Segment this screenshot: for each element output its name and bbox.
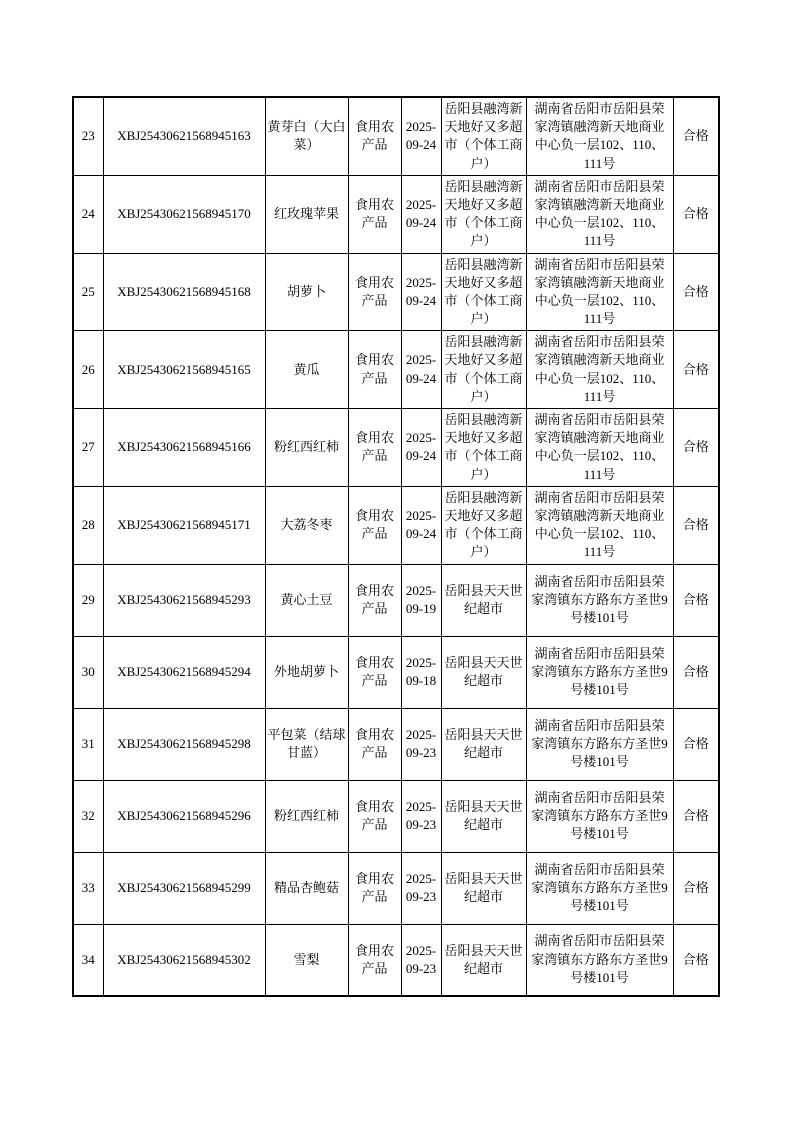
table-row bbox=[73, 253, 719, 331]
cell-row-number: 34 bbox=[73, 924, 103, 996]
cell-category: 食用农产品 bbox=[348, 409, 401, 487]
cell-sampling-date: 2025-09-24 bbox=[401, 175, 441, 253]
cell-result-badge: 合格 bbox=[673, 175, 719, 253]
cell-sampling-date: 2025-09-19 bbox=[401, 564, 441, 636]
cell-seller-name: 岳阳县天天世纪超市 bbox=[441, 924, 526, 996]
cell-row-number: 30 bbox=[73, 636, 103, 708]
cell-sample-code: XBJ25430621568945298 bbox=[103, 708, 265, 780]
cell-sampling-date: 2025-09-23 bbox=[401, 708, 441, 780]
cell-address: 湖南省岳阳市岳阳县荣家湾镇融湾新天地商业中心负一层102、110、111号 bbox=[526, 97, 673, 175]
cell-seller-name: 岳阳县天天世纪超市 bbox=[441, 636, 526, 708]
table-row bbox=[73, 409, 719, 487]
cell-sample-code: XBJ25430621568945293 bbox=[103, 564, 265, 636]
cell-seller-name: 岳阳县融湾新天地好又多超市（个体工商户） bbox=[441, 175, 526, 253]
cell-seller-name: 岳阳县融湾新天地好又多超市（个体工商户） bbox=[441, 97, 526, 175]
cell-category: 食用农产品 bbox=[348, 708, 401, 780]
cell-address: 湖南省岳阳市岳阳县荣家湾镇东方路东方圣世9号楼101号 bbox=[526, 780, 673, 852]
cell-category: 食用农产品 bbox=[348, 253, 401, 331]
cell-category: 食用农产品 bbox=[348, 97, 401, 175]
table-row bbox=[73, 708, 719, 780]
cell-category: 食用农产品 bbox=[348, 924, 401, 996]
cell-sample-code: XBJ25430621568945294 bbox=[103, 636, 265, 708]
cell-product-name: 平包菜（结球甘蓝） bbox=[265, 708, 348, 780]
cell-row-number: 26 bbox=[73, 331, 103, 409]
cell-sample-code: XBJ25430621568945299 bbox=[103, 852, 265, 924]
cell-sampling-date: 2025-09-24 bbox=[401, 253, 441, 331]
cell-product-name: 红玫瑰苹果 bbox=[265, 175, 348, 253]
cell-sample-code: XBJ25430621568945163 bbox=[103, 97, 265, 175]
cell-sampling-date: 2025-09-24 bbox=[401, 331, 441, 409]
cell-category: 食用农产品 bbox=[348, 175, 401, 253]
cell-seller-name: 岳阳县天天世纪超市 bbox=[441, 564, 526, 636]
cell-row-number: 23 bbox=[73, 97, 103, 175]
cell-product-name: 大荔冬枣 bbox=[265, 486, 348, 564]
cell-product-name: 胡萝卜 bbox=[265, 253, 348, 331]
cell-seller-name: 岳阳县融湾新天地好又多超市（个体工商户） bbox=[441, 331, 526, 409]
cell-result-badge: 合格 bbox=[673, 97, 719, 175]
cell-sampling-date: 2025-09-18 bbox=[401, 636, 441, 708]
cell-row-number: 25 bbox=[73, 253, 103, 331]
cell-row-number: 27 bbox=[73, 409, 103, 487]
cell-address: 湖南省岳阳市岳阳县荣家湾镇东方路东方圣世9号楼101号 bbox=[526, 636, 673, 708]
table-row bbox=[73, 852, 719, 924]
cell-sample-code: XBJ25430621568945165 bbox=[103, 331, 265, 409]
table-row bbox=[73, 780, 719, 852]
table-row bbox=[73, 97, 719, 175]
cell-category: 食用农产品 bbox=[348, 331, 401, 409]
cell-sampling-date: 2025-09-24 bbox=[401, 486, 441, 564]
cell-result-badge: 合格 bbox=[673, 564, 719, 636]
cell-sampling-date: 2025-09-24 bbox=[401, 97, 441, 175]
cell-address: 湖南省岳阳市岳阳县荣家湾镇融湾新天地商业中心负一层102、110、111号 bbox=[526, 331, 673, 409]
cell-product-name: 精品杏鲍菇 bbox=[265, 852, 348, 924]
cell-seller-name: 岳阳县天天世纪超市 bbox=[441, 780, 526, 852]
cell-seller-name: 岳阳县融湾新天地好又多超市（个体工商户） bbox=[441, 253, 526, 331]
cell-seller-name: 岳阳县融湾新天地好又多超市（个体工商户） bbox=[441, 409, 526, 487]
cell-product-name: 黄心土豆 bbox=[265, 564, 348, 636]
cell-result-badge: 合格 bbox=[673, 253, 719, 331]
cell-seller-name: 岳阳县融湾新天地好又多超市（个体工商户） bbox=[441, 486, 526, 564]
cell-row-number: 28 bbox=[73, 486, 103, 564]
cell-category: 食用农产品 bbox=[348, 564, 401, 636]
cell-sampling-date: 2025-09-23 bbox=[401, 924, 441, 996]
cell-sampling-date: 2025-09-24 bbox=[401, 409, 441, 487]
cell-result-badge: 合格 bbox=[673, 331, 719, 409]
cell-sampling-date: 2025-09-23 bbox=[401, 780, 441, 852]
cell-result-badge: 合格 bbox=[673, 409, 719, 487]
cell-product-name: 外地胡萝卜 bbox=[265, 636, 348, 708]
table-row bbox=[73, 924, 719, 996]
cell-address: 湖南省岳阳市岳阳县荣家湾镇东方路东方圣世9号楼101号 bbox=[526, 564, 673, 636]
cell-product-name: 粉红西红柿 bbox=[265, 780, 348, 852]
cell-category: 食用农产品 bbox=[348, 636, 401, 708]
cell-result-badge: 合格 bbox=[673, 852, 719, 924]
cell-address: 湖南省岳阳市岳阳县荣家湾镇东方路东方圣世9号楼101号 bbox=[526, 852, 673, 924]
cell-product-name: 粉红西红柿 bbox=[265, 409, 348, 487]
cell-row-number: 24 bbox=[73, 175, 103, 253]
cell-sample-code: XBJ25430621568945296 bbox=[103, 780, 265, 852]
cell-address: 湖南省岳阳市岳阳县荣家湾镇融湾新天地商业中心负一层102、110、111号 bbox=[526, 253, 673, 331]
cell-result-badge: 合格 bbox=[673, 486, 719, 564]
table-row bbox=[73, 175, 719, 253]
cell-sample-code: XBJ25430621568945171 bbox=[103, 486, 265, 564]
cell-result-badge: 合格 bbox=[673, 708, 719, 780]
table-body bbox=[73, 97, 719, 996]
cell-seller-name: 岳阳县天天世纪超市 bbox=[441, 852, 526, 924]
cell-seller-name: 岳阳县天天世纪超市 bbox=[441, 708, 526, 780]
cell-result-badge: 合格 bbox=[673, 924, 719, 996]
cell-result-badge: 合格 bbox=[673, 780, 719, 852]
table-row bbox=[73, 636, 719, 708]
cell-result-badge: 合格 bbox=[673, 636, 719, 708]
cell-address: 湖南省岳阳市岳阳县荣家湾镇东方路东方圣世9号楼101号 bbox=[526, 924, 673, 996]
cell-category: 食用农产品 bbox=[348, 780, 401, 852]
cell-category: 食用农产品 bbox=[348, 486, 401, 564]
cell-sample-code: XBJ25430621568945170 bbox=[103, 175, 265, 253]
cell-address: 湖南省岳阳市岳阳县荣家湾镇东方路东方圣世9号楼101号 bbox=[526, 708, 673, 780]
cell-address: 湖南省岳阳市岳阳县荣家湾镇融湾新天地商业中心负一层102、110、111号 bbox=[526, 175, 673, 253]
cell-sampling-date: 2025-09-23 bbox=[401, 852, 441, 924]
table-row bbox=[73, 564, 719, 636]
cell-address: 湖南省岳阳市岳阳县荣家湾镇融湾新天地商业中心负一层102、110、111号 bbox=[526, 409, 673, 487]
table-row bbox=[73, 486, 719, 564]
cell-row-number: 29 bbox=[73, 564, 103, 636]
cell-row-number: 33 bbox=[73, 852, 103, 924]
cell-category: 食用农产品 bbox=[348, 852, 401, 924]
cell-product-name: 黄芽白（大白菜） bbox=[265, 97, 348, 175]
table-row bbox=[73, 331, 719, 409]
cell-product-name: 黄瓜 bbox=[265, 331, 348, 409]
cell-product-name: 雪梨 bbox=[265, 924, 348, 996]
cell-sample-code: XBJ25430621568945168 bbox=[103, 253, 265, 331]
cell-row-number: 32 bbox=[73, 780, 103, 852]
cell-sample-code: XBJ25430621568945302 bbox=[103, 924, 265, 996]
inspection-results-table bbox=[72, 96, 720, 997]
cell-row-number: 31 bbox=[73, 708, 103, 780]
cell-address: 湖南省岳阳市岳阳县荣家湾镇融湾新天地商业中心负一层102、110、111号 bbox=[526, 486, 673, 564]
cell-sample-code: XBJ25430621568945166 bbox=[103, 409, 265, 487]
